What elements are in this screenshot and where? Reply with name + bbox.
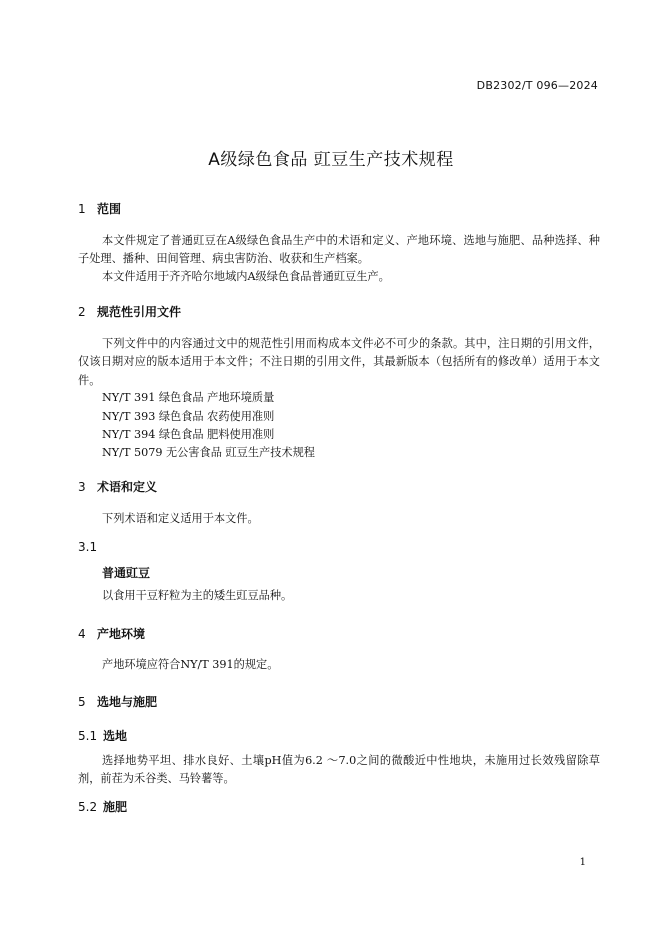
section-title: 规范性引用文件 [97,305,182,319]
subsection-5-2-heading [78,798,127,815]
section-3-heading [78,478,157,495]
document-title: A级绿色食品 豇豆生产技术规程 [208,150,454,170]
term-number: 3.1 [78,540,98,554]
subsection-5-1-paragraph: 选择地势平坦、排水良好、土壤pH值为6.2 ～7.0之间的微酸近中性地块，未施用过长效残留除草剂，前茬为禾谷类、马铃薯等。 [78,754,600,786]
subsection-5-1-heading [78,727,127,744]
section-2-heading [78,303,181,320]
section-2-paragraph-1: 下列文件中的内容通过文中的规范性引用而构成本文件必不可少的条款。其中，注日期的引用文件，仅该日期对应的版本适用于本文件；不注日期的引用文件，其最新版本（包括所有的修改单）适用于本文件。 [78,337,600,387]
term-name: 普通豇豆 [102,566,151,580]
section-number: 3 [78,480,86,494]
section-title: 术语和定义 [97,480,158,494]
page-number: 1 [579,857,586,868]
section-number: 4 [78,627,86,641]
reference-item: NY/T 5079 无公害食品 豇豆生产技术规程 [102,446,315,459]
section-title: 选地与施肥 [97,695,158,709]
subsection-number: 5.2 [78,800,98,814]
section-number: 1 [78,202,86,216]
section-4-paragraph-1: 产地环境应符合NY/T 391的规定。 [102,658,279,671]
reference-item: NY/T 393 绿色食品 农药使用准则 [102,410,275,423]
reference-item: NY/T 394 绿色食品 肥料使用准则 [102,428,275,441]
section-1-paragraph-1: 本文件规定了普通豇豆在A级绿色食品生产中的术语和定义、产地环境、选地与施肥、品种选择、种子处理、播种、田间管理、病虫害防治、收获和生产档案。 [78,234,600,266]
section-number: 5 [78,695,86,709]
section-title: 产地环境 [97,627,146,641]
section-title: 范围 [97,202,122,216]
term-definition: 以食用干豆籽粒为主的矮生豇豆品种。 [102,589,293,602]
section-1-paragraph-2: 本文件适用于齐齐哈尔地域内A级绿色食品普通豇豆生产。 [102,270,390,283]
subsection-number: 5.1 [78,729,98,743]
subsection-title: 施肥 [103,800,128,814]
subsection-title: 选地 [103,729,128,743]
section-4-heading [78,625,145,642]
section-5-heading [78,693,157,710]
section-3-paragraph-1: 下列术语和定义适用于本文件。 [102,512,259,525]
reference-item: NY/T 391 绿色食品 产地环境质量 [102,391,275,404]
document-code: DB2302/T 096—2024 [476,79,598,92]
section-number: 2 [78,305,86,319]
section-1-heading [78,200,121,217]
